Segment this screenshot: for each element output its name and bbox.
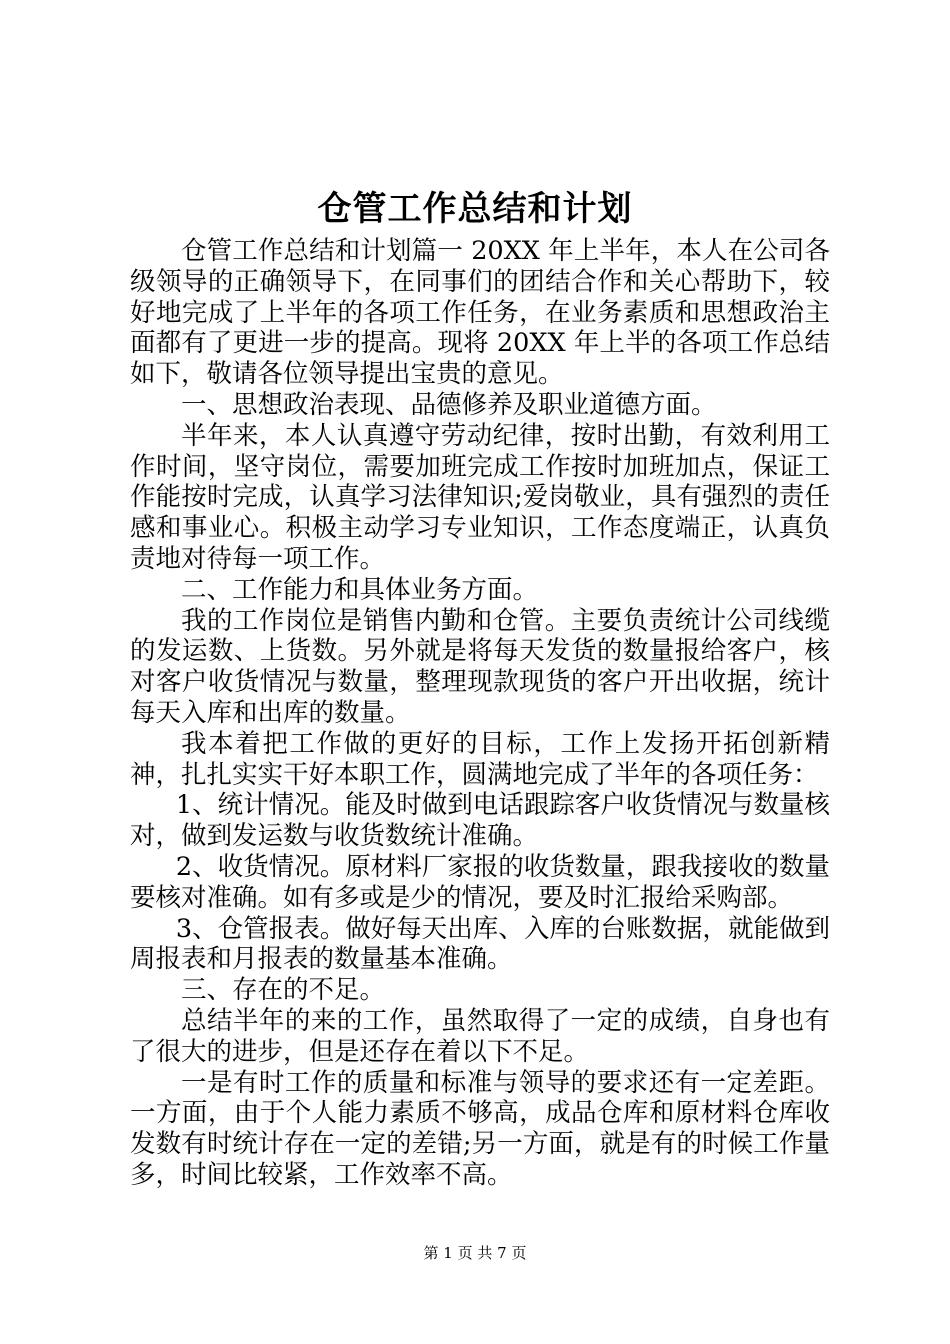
section-heading-3: 三、存在的不足。 — [181, 975, 386, 1006]
paragraph-shortcoming-1: 一是有时工作的质量和标准与领导的要求还有一定差距。一方面，由于个人能力素质不够高，成品仓库和原材料仓库收发数有时统计存在一定的差错;另一方面，就是有的时候工作量多，时间比较紧，工作效率不高。 — [130, 1067, 830, 1190]
paragraph-section-3: 总结半年的来的工作，虽然取得了一定的成绩，自身也有了很大的进步，但是还存在着以下不足。 — [130, 1005, 830, 1067]
paragraph-section-1: 半年来，本人认真遵守劳动纪律，按时出勤，有效利用工作时间，坚守岗位，需要加班完成工作按时加班加点，保证工作能按时完成，认真学习法律知识;爱岗敬业，具有强烈的责任感和事业心。积极主动学习专业知识，工作态度端正，认真负责地对待每一项工作。 — [130, 420, 830, 574]
document-title: 仓管工作总结和计划 — [317, 189, 633, 229]
paragraph-section-2-tasks: 我本着把工作做的更好的目标，工作上发扬开拓创新精神，扎扎实实干好本职工作，圆满地完成了半年的各项任务： — [130, 728, 830, 790]
list-item-2: 2、收货情况。原材料厂家报的收货数量，跟我接收的数量要核对准确。如有多或是少的情况，要及时汇报给采购部。 — [130, 851, 830, 913]
paragraph-section-2: 我的工作岗位是销售内勤和仓管。主要负责统计公司线缆的发运数、上货数。另外就是将每天发货的数量报给客户，核对客户收货情况与数量，整理现款现货的客户开出收据，统计每天入库和出库的数量。 — [130, 605, 830, 728]
section-heading-2: 二、工作能力和具体业务方面。 — [181, 574, 539, 605]
page-number-footer: 第 1 页 共 7 页 — [423, 1244, 527, 1262]
paragraph-intro: 仓管工作总结和计划篇一 20XX 年上半年，本人在公司各级领导的正确领导下，在同事们的团结合作和关心帮助下，较好地完成了上半年的各项工作任务，在业务素质和思想政治主面都有了更进一步的提高。现将 20XX 年上半的各项工作总结如下，敬请各位领导提出宝贵的意见。 — [130, 236, 830, 390]
section-heading-1: 一、思想政治表现、品德修养及职业道德方面。 — [181, 389, 717, 420]
list-item-1: 1、统计情况。能及时做到电话跟踪客户收货情况与数量核对，做到发运数与收货数统计准确。 — [130, 790, 830, 852]
list-item-3: 3、仓管报表。做好每天出库、入库的台账数据，就能做到周报表和月报表的数量基本准确。 — [130, 913, 830, 975]
document-body — [130, 236, 830, 1191]
